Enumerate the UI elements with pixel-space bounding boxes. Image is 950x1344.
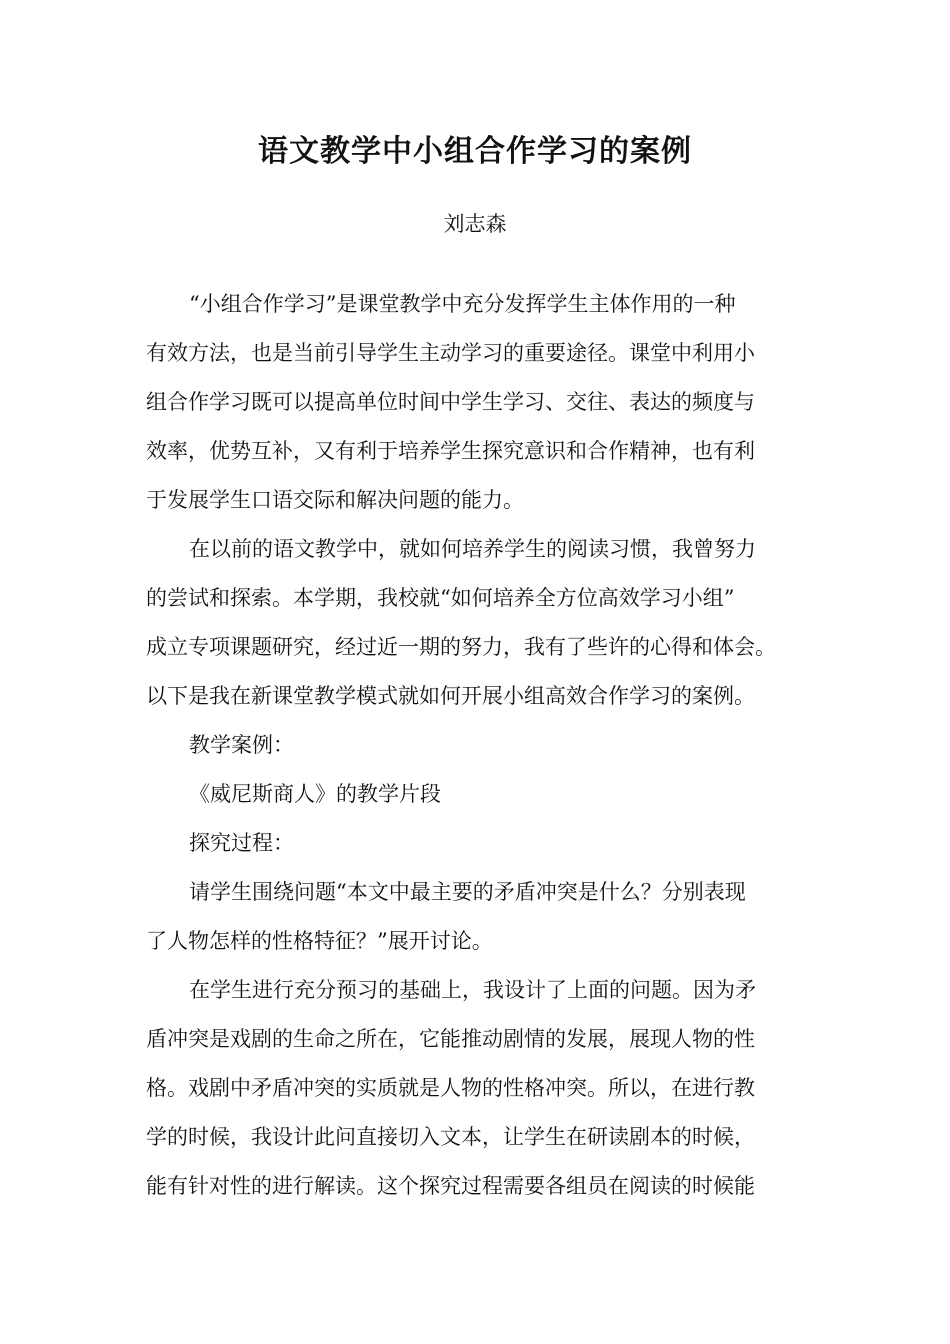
text-line: 在以前的语文教学中，就如何培养学生的阅读习惯，我曾努力	[189, 537, 756, 561]
text-line: “小组合作学习”是课堂教学中充分发挥学生主体作用的一种	[189, 292, 736, 316]
text-line: 学的时候，我设计此问直接切入文本，让学生在研读剧本的时候，	[146, 1125, 755, 1149]
text-line: 以下是我在新课堂教学模式就如何开展小组高效合作学习的案例。	[146, 684, 755, 708]
text-line: 《威尼斯商人》的教学片段	[189, 782, 441, 806]
document-body	[146, 280, 826, 1211]
text-line: 在学生进行充分预习的基础上，我设计了上面的问题。因为矛	[189, 978, 756, 1002]
text-line: 请学生围绕问题“本文中最主要的矛盾冲突是什么？分别表现	[189, 880, 746, 904]
text-line: 能有针对性的进行解读。这个探究过程需要各组员在阅读的时候能	[146, 1174, 755, 1198]
text-line: 教学案例：	[189, 733, 294, 757]
text-line: 有效方法，也是当前引导学生主动学习的重要途径。课堂中利用小	[146, 341, 755, 365]
text-line: 效率，优势互补，又有利于培养学生探究意识和合作精神，也有利	[146, 439, 755, 463]
text-line: 盾冲突是戏剧的生命之所在，它能推动剧情的发展，展现人物的性	[146, 1027, 755, 1051]
text-line: 探究过程：	[189, 831, 294, 855]
text-line: 的尝试和探索。本学期，我校就“如何培养全方位高效学习小组”	[146, 586, 735, 610]
document-title: 语文教学中小组合作学习的案例	[258, 134, 692, 169]
text-line: 于发展学生口语交际和解决问题的能力。	[146, 488, 524, 512]
text-line: 组合作学习既可以提高单位时间中学生学习、交往、表达的频度与	[146, 390, 755, 414]
text-line: 格。戏剧中矛盾冲突的实质就是人物的性格冲突。所以，在进行教	[146, 1076, 755, 1100]
document-author: 刘志森	[443, 212, 507, 236]
text-line: 了人物怎样的性格特征？”展开讨论。	[146, 929, 493, 953]
text-line: 成立专项课题研究，经过近一期的努力，我有了些许的心得和体会。	[146, 635, 776, 659]
